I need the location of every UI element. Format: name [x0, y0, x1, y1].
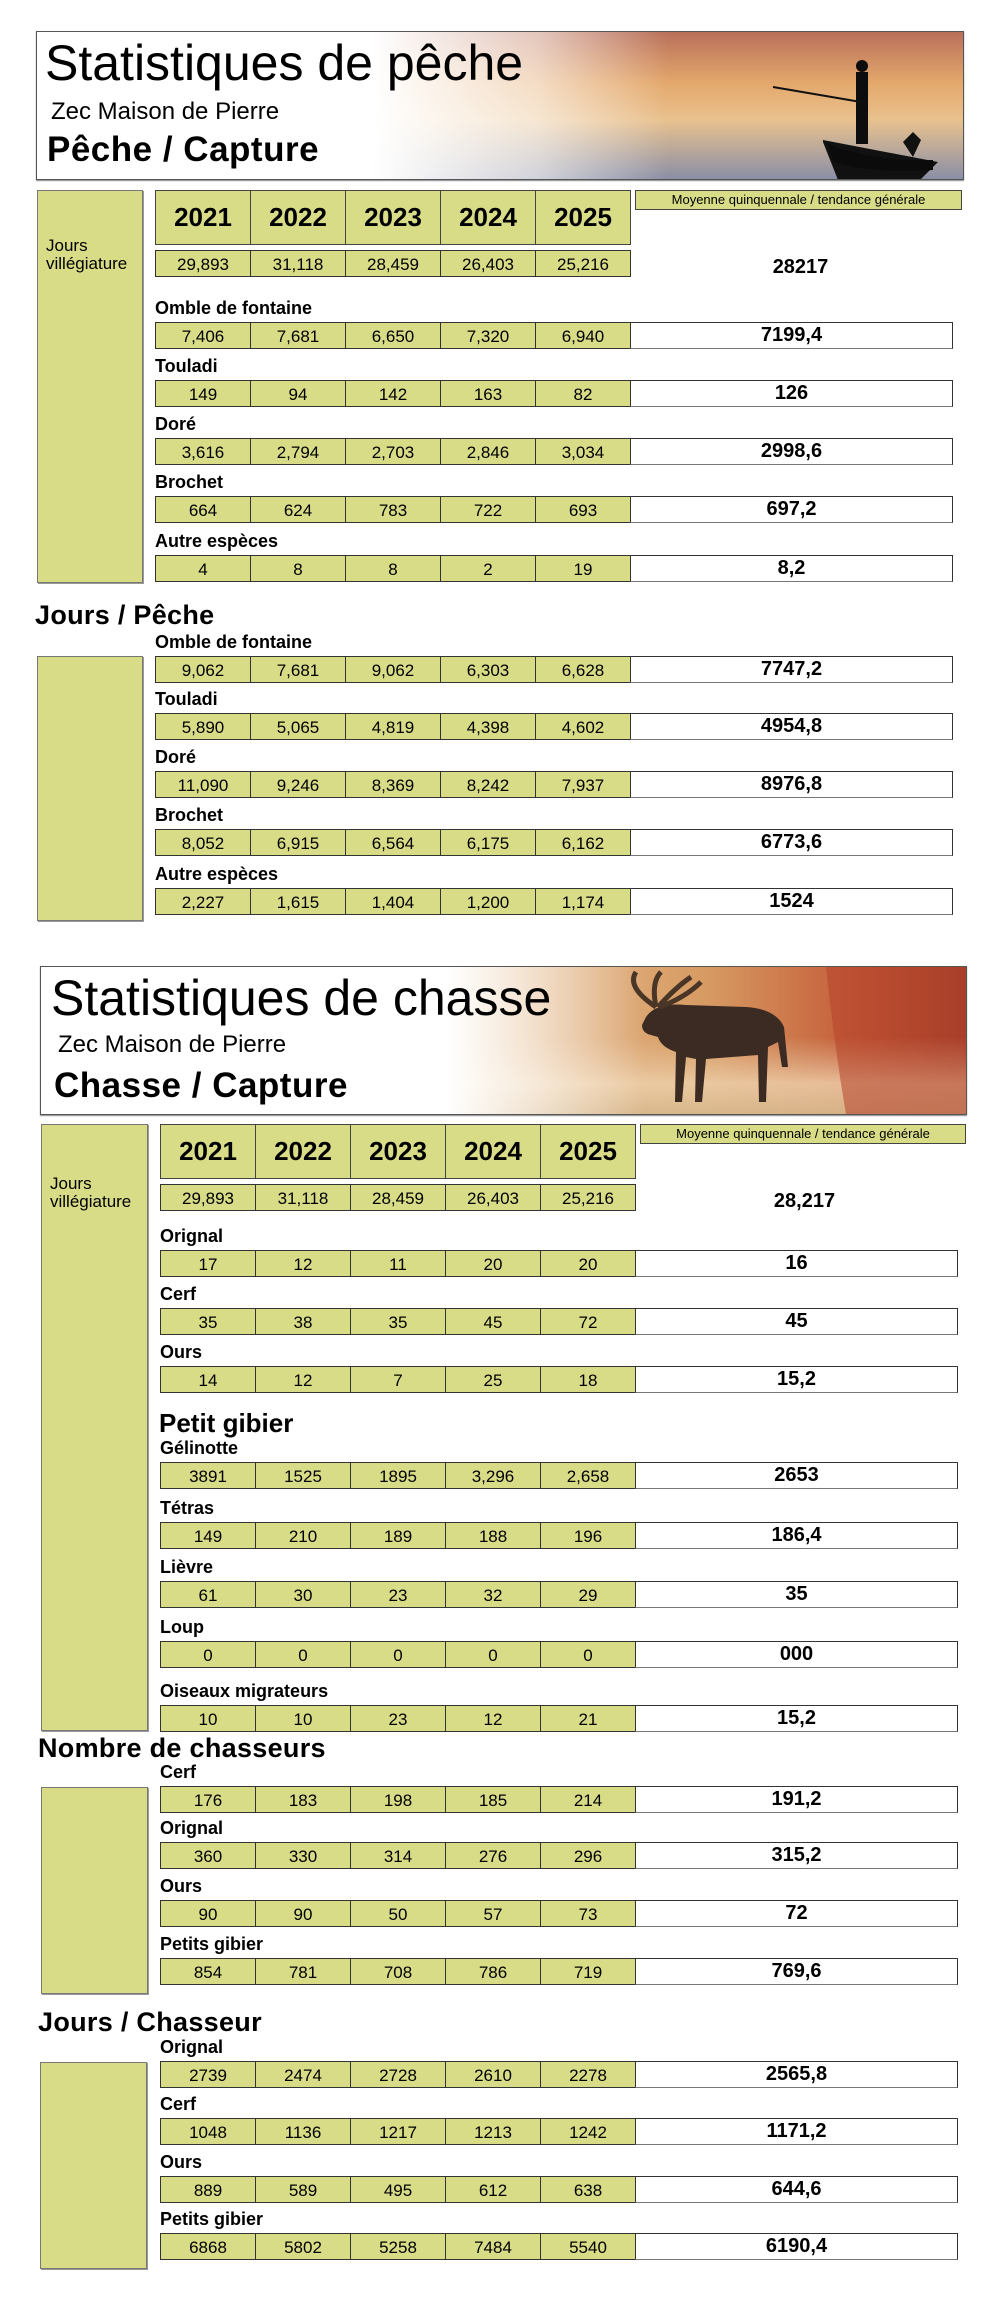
cell: 19: [535, 555, 631, 582]
cell: 664: [155, 496, 251, 523]
cell: 21: [540, 1705, 636, 1732]
cell: 6,650: [345, 322, 441, 349]
fishing-year-header: [155, 190, 630, 245]
cell: 5,890: [155, 713, 251, 740]
cell: 210: [255, 1522, 351, 1549]
cell: 589: [255, 2176, 351, 2203]
cell: 0: [540, 1641, 636, 1668]
table-row: [155, 380, 953, 407]
row-label: Cerf: [160, 1284, 197, 1304]
fishing-avg-header: Moyenne quinquennale / tendance générale: [635, 190, 962, 210]
cell: 5802: [255, 2233, 351, 2260]
cell: 6,628: [535, 656, 631, 683]
average-cell: 186,4: [635, 1522, 958, 1549]
cell: 360: [160, 1842, 256, 1869]
average-cell: 72: [635, 1900, 958, 1927]
average-cell: 6190,4: [635, 2233, 958, 2260]
fishing-days-side-block: [37, 656, 143, 921]
cell: 25: [445, 1366, 541, 1393]
cell: 8: [250, 555, 346, 582]
cell: 35: [350, 1308, 446, 1335]
cell: 163: [440, 380, 536, 407]
fishing-villegiature-avg: 28217: [772, 256, 829, 278]
average-cell: 7747,2: [630, 656, 953, 683]
cell: 11,090: [155, 771, 251, 798]
cell: 9,062: [155, 656, 251, 683]
cell: 9,062: [345, 656, 441, 683]
average-cell: 1171,2: [635, 2118, 958, 2145]
table-row: [160, 1842, 958, 1869]
average-cell: 2998,6: [630, 438, 953, 465]
cell: 4: [155, 555, 251, 582]
fishing-subtitle: Zec Maison de Pierre: [51, 98, 280, 125]
year-2022: 2022: [250, 190, 346, 245]
cell: 7,681: [250, 656, 346, 683]
row-label: Ours: [160, 1342, 203, 1362]
cell: 189: [350, 1522, 446, 1549]
cell: 3,616: [155, 438, 251, 465]
fishing-caption: Pêche / Capture: [47, 130, 320, 169]
hunting-year-header: [160, 1124, 635, 1179]
average-cell: 191,2: [635, 1786, 958, 1813]
cell: 149: [155, 380, 251, 407]
cell: 17: [160, 1250, 256, 1277]
cell: 3891: [160, 1462, 256, 1489]
row-label: Brochet: [155, 805, 224, 825]
table-row: [160, 1308, 958, 1335]
cell: 26,403: [445, 1184, 541, 1211]
average-cell: 6773,6: [630, 829, 953, 856]
hunters-side-block: [41, 1787, 148, 1994]
cell: 185: [445, 1786, 541, 1813]
table-row: [160, 2061, 958, 2088]
average-cell: 15,2: [635, 1705, 958, 1732]
cell: 1895: [350, 1462, 446, 1489]
cell: 2739: [160, 2061, 256, 2088]
cell: 35: [160, 1308, 256, 1335]
fishing-villegiature-label: Jours villégiature: [46, 236, 128, 273]
cell: 149: [160, 1522, 256, 1549]
table-row: [155, 713, 953, 740]
cell: 50: [350, 1900, 446, 1927]
cell: 7,320: [440, 322, 536, 349]
cell: 2610: [445, 2061, 541, 2088]
fishing-title: Statistiques de pêche: [45, 35, 524, 91]
cell: 188: [445, 1522, 541, 1549]
cell: 8,369: [345, 771, 441, 798]
cell: 10: [160, 1705, 256, 1732]
average-cell: 2565,8: [635, 2061, 958, 2088]
cell: 142: [345, 380, 441, 407]
row-label: Tétras: [160, 1498, 215, 1518]
row-label: Omble de fontaine: [155, 298, 313, 318]
row-label: Gélinotte: [160, 1438, 239, 1458]
cell: 23: [350, 1581, 446, 1608]
average-cell: 644,6: [635, 2176, 958, 2203]
average-cell: 2653: [635, 1462, 958, 1489]
year-2022: 2022: [255, 1124, 351, 1179]
cell: 5,065: [250, 713, 346, 740]
year-2021: 2021: [155, 190, 251, 245]
cell: 73: [540, 1900, 636, 1927]
cell: 1,174: [535, 888, 631, 915]
cell: 7,937: [535, 771, 631, 798]
table-row: [155, 496, 953, 523]
cell: 693: [535, 496, 631, 523]
table-row: [160, 2176, 958, 2203]
cell: 94: [250, 380, 346, 407]
cell: 1,200: [440, 888, 536, 915]
cell: 28,459: [345, 250, 441, 277]
year-2023: 2023: [350, 1124, 446, 1179]
cell: 0: [255, 1641, 351, 1668]
table-row: [160, 1522, 958, 1549]
cell: 6,303: [440, 656, 536, 683]
cell: 0: [445, 1641, 541, 1668]
hunting-side-block: [41, 1124, 148, 1731]
cell: 5540: [540, 2233, 636, 2260]
cell: 4,602: [535, 713, 631, 740]
cell: 495: [350, 2176, 446, 2203]
cell: 8: [345, 555, 441, 582]
cell: 26,403: [440, 250, 536, 277]
cell: 90: [255, 1900, 351, 1927]
average-cell: 315,2: [635, 1842, 958, 1869]
cell: 31,118: [255, 1184, 351, 1211]
row-label: Touladi: [155, 689, 218, 709]
table-row: [160, 1366, 958, 1393]
cell: 29,893: [160, 1184, 256, 1211]
table-row: [160, 1250, 958, 1277]
cell: 1,404: [345, 888, 441, 915]
table-row: [160, 1705, 958, 1732]
cell: 7484: [445, 2233, 541, 2260]
cell: 1217: [350, 2118, 446, 2145]
average-cell: 126: [630, 380, 953, 407]
row-label: Omble de fontaine: [155, 632, 313, 652]
cell: 2,794: [250, 438, 346, 465]
average-cell: 000: [635, 1641, 958, 1668]
cell: 2474: [255, 2061, 351, 2088]
average-cell: 7199,4: [630, 322, 953, 349]
cell: 786: [445, 1958, 541, 1985]
average-cell: 769,6: [635, 1958, 958, 1985]
cell: 296: [540, 1842, 636, 1869]
average-cell: 35: [635, 1581, 958, 1608]
cell: 2728: [350, 2061, 446, 2088]
cell: 198: [350, 1786, 446, 1813]
year-2025: 2025: [540, 1124, 636, 1179]
table-row: [160, 1958, 958, 1985]
cell: 2,846: [440, 438, 536, 465]
cell: 8,052: [155, 829, 251, 856]
cell: 2278: [540, 2061, 636, 2088]
cell: 1136: [255, 2118, 351, 2145]
average-cell: 697,2: [630, 496, 953, 523]
cell: 4,819: [345, 713, 441, 740]
table-row: [155, 888, 953, 915]
cell: 20: [445, 1250, 541, 1277]
table-row: [155, 771, 953, 798]
cell: 31,118: [250, 250, 346, 277]
row-label: Autre espèces: [155, 864, 279, 884]
year-2025: 2025: [535, 190, 631, 245]
table-row: [155, 656, 953, 683]
cell: 4,398: [440, 713, 536, 740]
hunters-title: Nombre de chasseurs: [38, 1733, 326, 1763]
cell: 6868: [160, 2233, 256, 2260]
row-label: Petits gibier: [160, 2209, 264, 2229]
row-label: Orignal: [160, 1226, 224, 1246]
cell: 12: [255, 1366, 351, 1393]
cell: 783: [345, 496, 441, 523]
row-label: Touladi: [155, 356, 218, 376]
cell: 0: [160, 1641, 256, 1668]
row-label: Brochet: [155, 472, 224, 492]
table-row: [155, 322, 953, 349]
cell: 330: [255, 1842, 351, 1869]
cell: 889: [160, 2176, 256, 2203]
cell: 57: [445, 1900, 541, 1927]
average-cell: 4954,8: [630, 713, 953, 740]
table-row: [160, 2118, 958, 2145]
year-2024: 2024: [445, 1124, 541, 1179]
cell: 854: [160, 1958, 256, 1985]
cell: 2,227: [155, 888, 251, 915]
cell: 6,564: [345, 829, 441, 856]
year-2024: 2024: [440, 190, 536, 245]
cell: 6,175: [440, 829, 536, 856]
cell: 2,658: [540, 1462, 636, 1489]
cell: 638: [540, 2176, 636, 2203]
row-label: Cerf: [160, 2094, 197, 2114]
row-label: Orignal: [160, 1818, 224, 1838]
row-label: Lièvre: [160, 1557, 214, 1577]
average-cell: 8976,8: [630, 771, 953, 798]
cell: 214: [540, 1786, 636, 1813]
average-cell: 15,2: [635, 1366, 958, 1393]
row-label: Loup: [160, 1617, 204, 1637]
cell: 72: [540, 1308, 636, 1335]
average-cell: 16: [635, 1250, 958, 1277]
cell: 708: [350, 1958, 446, 1985]
fishing-days-title: Jours / Pêche: [35, 600, 215, 630]
fishing-villegiature-row: [155, 250, 630, 277]
cell: 719: [540, 1958, 636, 1985]
row-label: Ours: [160, 1876, 203, 1896]
cell: 3,034: [535, 438, 631, 465]
year-2023: 2023: [345, 190, 441, 245]
cell: 45: [445, 1308, 541, 1335]
cell: 1048: [160, 2118, 256, 2145]
cell: 722: [440, 496, 536, 523]
row-label: Autre espèces: [155, 531, 279, 551]
hunting-caption: Chasse / Capture: [54, 1066, 348, 1105]
year-2021: 2021: [160, 1124, 256, 1179]
cell: 781: [255, 1958, 351, 1985]
hunting-banner: [40, 966, 967, 1115]
hunting-subtitle: Zec Maison de Pierre: [58, 1031, 287, 1058]
row-label: Cerf: [160, 1762, 197, 1782]
average-cell: 8,2: [630, 555, 953, 582]
cell: 7,681: [250, 322, 346, 349]
table-row: [160, 1786, 958, 1813]
table-row: [155, 438, 953, 465]
cell: 6,915: [250, 829, 346, 856]
cell: 1,615: [250, 888, 346, 915]
cell: 7: [350, 1366, 446, 1393]
row-label: Doré: [155, 414, 197, 434]
cell: 29: [540, 1581, 636, 1608]
table-row: [155, 829, 953, 856]
table-row: [155, 555, 953, 582]
row-label: Petits gibier: [160, 1934, 264, 1954]
cell: 38: [255, 1308, 351, 1335]
cell: 29,893: [155, 250, 251, 277]
cell: 32: [445, 1581, 541, 1608]
cell: 624: [250, 496, 346, 523]
average-cell: 45: [635, 1308, 958, 1335]
cell: 612: [445, 2176, 541, 2203]
hunting-title: Statistiques de chasse: [51, 970, 552, 1026]
row-label: Oiseaux migrateurs: [160, 1681, 329, 1701]
cell: 1525: [255, 1462, 351, 1489]
table-row: [160, 1641, 958, 1668]
cell: 30: [255, 1581, 351, 1608]
cell: 314: [350, 1842, 446, 1869]
cell: 18: [540, 1366, 636, 1393]
cell: 23: [350, 1705, 446, 1732]
cell: 6,940: [535, 322, 631, 349]
cell: 11: [350, 1250, 446, 1277]
cell: 5258: [350, 2233, 446, 2260]
hunting-avg-header: Moyenne quinquennale / tendance générale: [640, 1124, 966, 1144]
cell: 183: [255, 1786, 351, 1813]
average-cell: 1524: [630, 888, 953, 915]
cell: 276: [445, 1842, 541, 1869]
hunting-villegiature-row: [160, 1184, 635, 1211]
cell: 3,296: [445, 1462, 541, 1489]
cell: 9,246: [250, 771, 346, 798]
row-label: Ours: [160, 2152, 203, 2172]
hunting-villegiature-avg: 28,217: [773, 1190, 836, 1212]
cell: 20: [540, 1250, 636, 1277]
cell: 12: [445, 1705, 541, 1732]
cell: 28,459: [350, 1184, 446, 1211]
cell: 10: [255, 1705, 351, 1732]
cell: 25,216: [540, 1184, 636, 1211]
table-row: [160, 1900, 958, 1927]
row-label: Doré: [155, 747, 197, 767]
cell: 176: [160, 1786, 256, 1813]
table-row: [160, 1462, 958, 1489]
cell: 61: [160, 1581, 256, 1608]
cell: 8,242: [440, 771, 536, 798]
hunting-villegiature-label: Jours villégiature: [50, 1174, 132, 1211]
cell: 1213: [445, 2118, 541, 2145]
table-row: [160, 2233, 958, 2260]
cell: 12: [255, 1250, 351, 1277]
table-row: [160, 1581, 958, 1608]
cell: 0: [350, 1641, 446, 1668]
cell: 6,162: [535, 829, 631, 856]
cell: 7,406: [155, 322, 251, 349]
cell: 2: [440, 555, 536, 582]
hunting-days-title: Jours / Chasseur: [38, 2007, 262, 2037]
cell: 82: [535, 380, 631, 407]
cell: 1242: [540, 2118, 636, 2145]
small-game-title: Petit gibier: [159, 1408, 294, 1438]
cell: 90: [160, 1900, 256, 1927]
cell: 14: [160, 1366, 256, 1393]
row-label: Orignal: [160, 2037, 224, 2057]
fishing-banner: [36, 31, 964, 180]
hunting-days-side-block: [40, 2062, 147, 2269]
cell: 25,216: [535, 250, 631, 277]
cell: 2,703: [345, 438, 441, 465]
cell: 196: [540, 1522, 636, 1549]
